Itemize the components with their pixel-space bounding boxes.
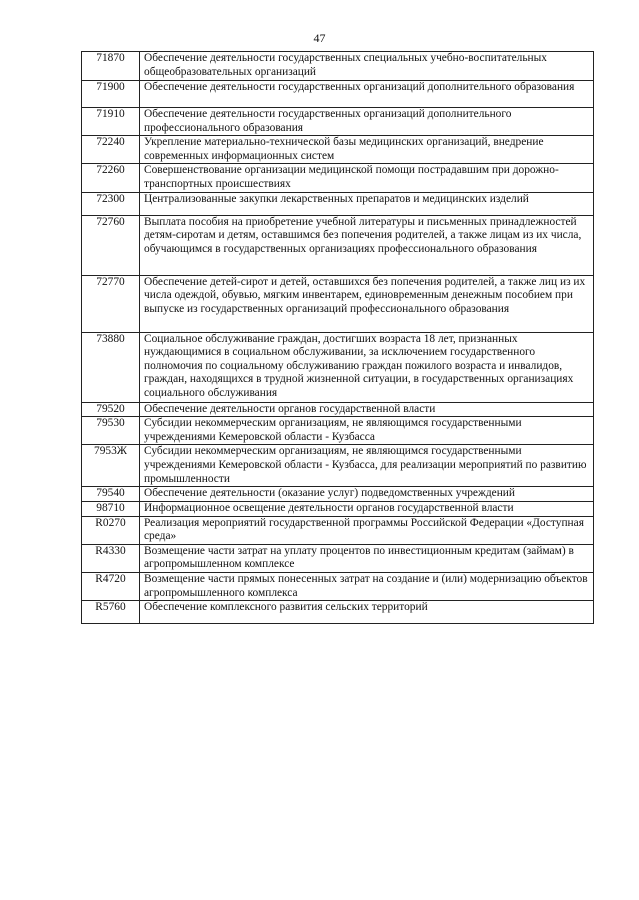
row-description: Обеспечение деятельности органов государственной власти — [140, 402, 594, 417]
row-description: Выплата пособия на приобретение учебной литературы и письменных принадлежностей детям-сиротам и детям, оставшимся без попечения родителей, а также лицам из их числа, обучающимся в государственных организациях профессионального образования — [140, 215, 594, 275]
table-row — [82, 501, 594, 516]
row-code: 79530 — [82, 417, 140, 445]
table-row — [82, 215, 594, 275]
row-description: Возмещение части затрат на уплату процентов по инвестиционным кредитам (займам) в агропромышленном комплексе — [140, 544, 594, 572]
row-description: Обеспечение деятельности (оказание услуг) подведомственных учреждений — [140, 487, 594, 502]
budget-codes-table — [81, 51, 594, 624]
table-row — [82, 192, 594, 215]
row-code: 72260 — [82, 164, 140, 192]
row-code: 72240 — [82, 136, 140, 164]
row-code: 72760 — [82, 215, 140, 275]
row-description: Субсидии некоммерческим организациям, не являющимся государственными учреждениями Кемеровской области - Кузбасса, для реализации мероприятий по развитию промышленности — [140, 445, 594, 487]
row-code: 7953Ж — [82, 445, 140, 487]
page-number: 47 — [313, 31, 326, 45]
table-row — [82, 516, 594, 544]
row-description: Централизованные закупки лекарственных препаратов и медицинских изделий — [140, 192, 594, 215]
row-code: R5760 — [82, 601, 140, 624]
table-row — [82, 275, 594, 332]
row-code: R4720 — [82, 572, 140, 600]
table-row — [82, 136, 594, 164]
row-description: Обеспечение деятельности государственных организаций дополнительного профессионального образования — [140, 108, 594, 136]
table-row — [82, 487, 594, 502]
row-description: Обеспечение детей-сирот и детей, оставшихся без попечения родителей, а также лиц из их числа одеждой, обувью, мягким инвентарем, единовременным денежным пособием при выпуске из государственных организаций профессионального образования — [140, 275, 594, 332]
row-code: 98710 — [82, 501, 140, 516]
row-code: 79540 — [82, 487, 140, 502]
row-code: R4330 — [82, 544, 140, 572]
row-code: 71870 — [82, 52, 140, 81]
row-description: Информационное освещение деятельности органов государственной власти — [140, 501, 594, 516]
table-row — [82, 417, 594, 445]
table-row — [82, 332, 594, 402]
table-row — [82, 402, 594, 417]
row-code: 79520 — [82, 402, 140, 417]
table-row — [82, 601, 594, 624]
table-row — [82, 544, 594, 572]
table-row — [82, 81, 594, 108]
row-description: Социальное обслуживание граждан, достигших возраста 18 лет, признанных нуждающимися в социальном обслуживании, за исключением государственного полномочия по социальному обслуживанию граждан пожилого возраста и инвалидов, граждан, находящихся в трудной жизненной ситуации, в государственных организациях социального обслуживания — [140, 332, 594, 402]
row-code: 72770 — [82, 275, 140, 332]
row-description: Обеспечение деятельности государственных организаций дополнительного образования — [140, 81, 594, 108]
row-description: Субсидии некоммерческим организациям, не являющимся государственными учреждениями Кемеровской области - Кузбасса — [140, 417, 594, 445]
table-row — [82, 108, 594, 136]
row-code: 71900 — [82, 81, 140, 108]
table-row — [82, 164, 594, 192]
row-description: Укрепление материально-технической базы медицинских организаций, внедрение современных информационных систем — [140, 136, 594, 164]
row-description: Совершенствование организации медицинской помощи пострадавшим при дорожно-транспортных происшествиях — [140, 164, 594, 192]
row-description: Реализация мероприятий государственной программы Российской Федерации «Доступная среда» — [140, 516, 594, 544]
row-code: 72300 — [82, 192, 140, 215]
table-row — [82, 52, 594, 81]
row-description: Возмещение части прямых понесенных затрат на создание и (или) модернизацию объектов агропромышленного комплекса — [140, 572, 594, 600]
table-row — [82, 572, 594, 600]
row-description: Обеспечение комплексного развития сельских территорий — [140, 601, 594, 624]
row-code: 73880 — [82, 332, 140, 402]
row-code: R0270 — [82, 516, 140, 544]
row-code: 71910 — [82, 108, 140, 136]
table-row — [82, 445, 594, 487]
row-description: Обеспечение деятельности государственных специальных учебно-воспитательных общеобразовательных организаций — [140, 52, 594, 81]
